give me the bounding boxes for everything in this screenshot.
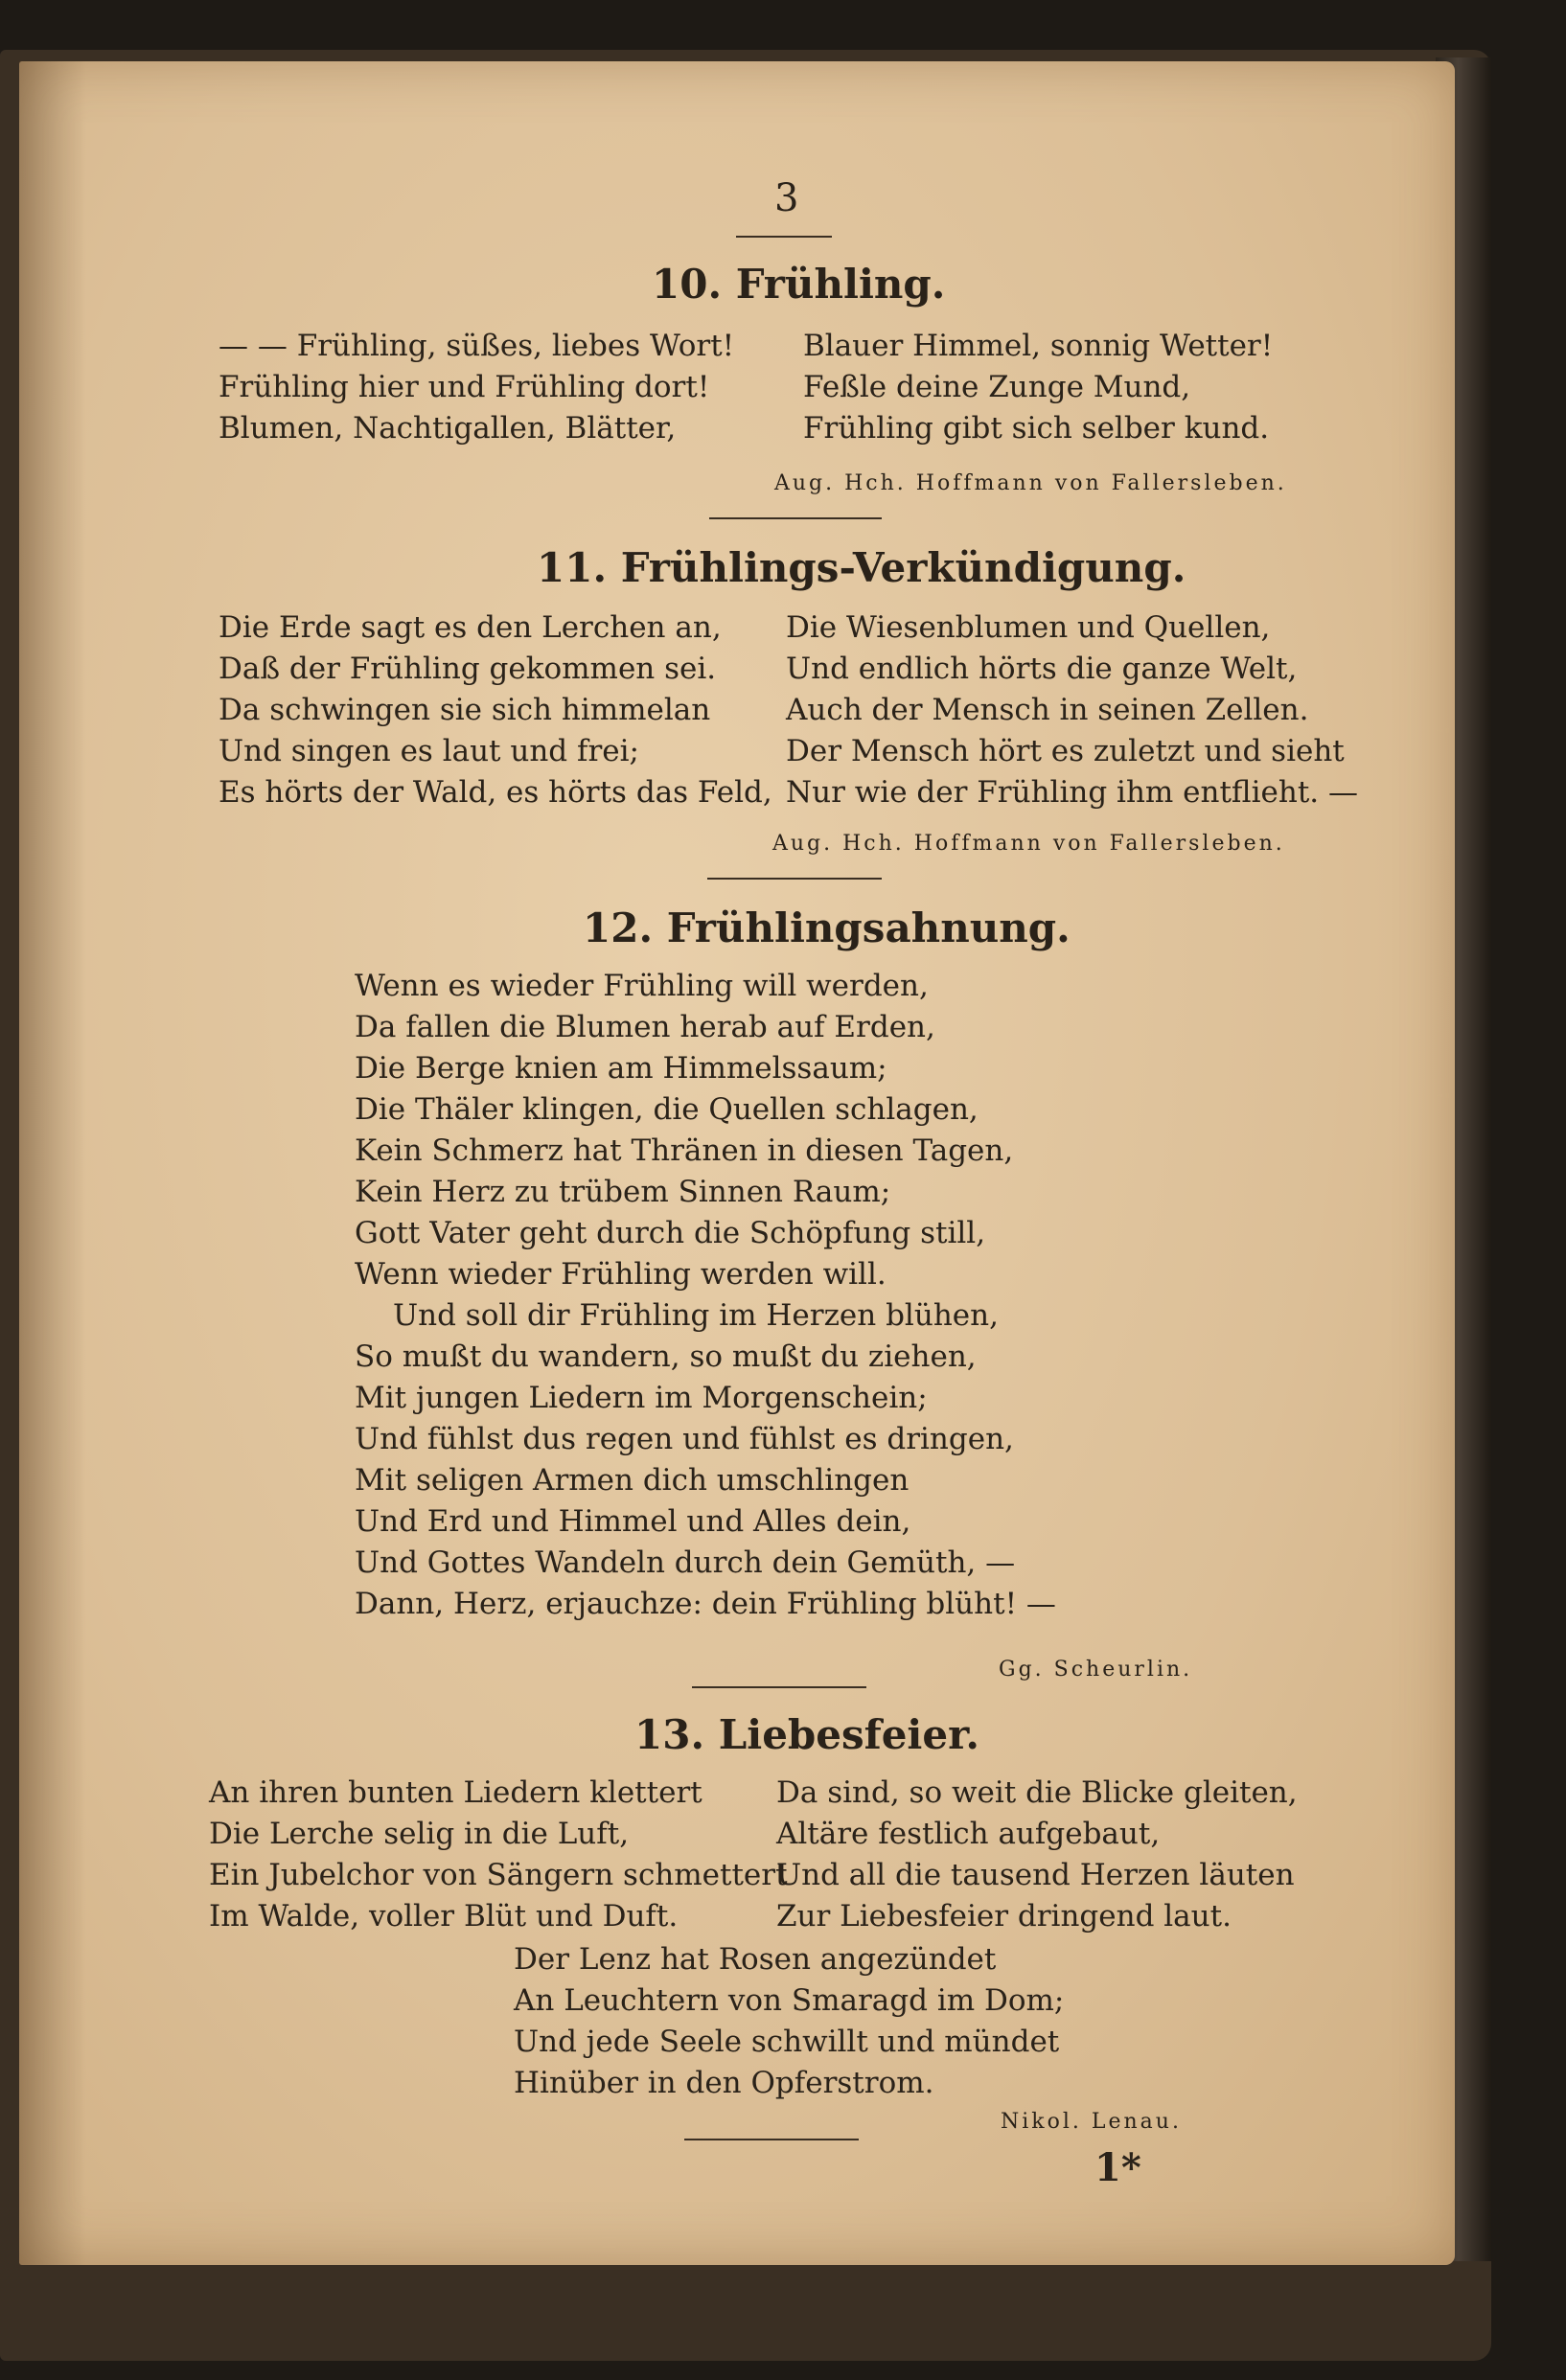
poem-line: Die Berge knien am Himmelssaum;	[355, 1051, 887, 1086]
poem-10-title: Frühling.	[735, 261, 946, 308]
poem-line: Und jede Seele schwillt und mündet	[514, 2025, 1060, 2059]
poem-12-title: Frühlingsahnung.	[666, 904, 1071, 951]
divider	[736, 236, 832, 238]
poem-line: Daß der Frühling gekommen sei.	[219, 652, 717, 686]
poem-13-heading	[634, 1711, 980, 1758]
poem-line: Frühling gibt sich selber kund.	[803, 411, 1270, 446]
poem-13-author: Nikol. Lenau.	[1001, 2110, 1182, 2134]
poem-line: So mußt du wandern, so mußt du ziehen,	[355, 1339, 977, 1374]
poem-11-author: Aug. Hch. Hoffmann von Fallersleben.	[772, 832, 1285, 856]
poem-line: Altäre festlich aufgebaut,	[776, 1817, 1161, 1851]
poem-line: Blumen, Nachtigallen, Blätter,	[219, 411, 677, 446]
poem-line: Und singen es laut und frei;	[219, 734, 639, 768]
poem-13-center-column	[514, 1939, 1064, 2104]
divider	[684, 2139, 859, 2140]
poem-line: Auch der Mensch in seinen Zellen.	[786, 693, 1309, 727]
poem-12-author: Gg. Scheurlin.	[999, 1658, 1193, 1682]
poem-line: Hinüber in den Opferstrom.	[514, 2066, 934, 2100]
divider	[692, 1686, 866, 1688]
poem-line: Die Wiesenblumen und Quellen,	[786, 610, 1271, 645]
page-gutter-shadow	[19, 61, 86, 2265]
poem-line: Mit seligen Armen dich umschlingen	[355, 1463, 910, 1498]
poem-line: Ein Jubelchor von Sängern schmettert	[209, 1858, 788, 1892]
poem-line: Da sind, so weit die Blicke gleiten,	[776, 1775, 1298, 1810]
divider	[709, 517, 882, 519]
poem-13-number: 13.	[634, 1711, 705, 1758]
poem-line: An ihren bunten Liedern klettert	[209, 1775, 702, 1810]
poem-11-heading	[537, 544, 1186, 591]
poem-line: Dann, Herz, erjauchze: dein Frühling blüht! —	[355, 1587, 1056, 1621]
poem-12-column	[355, 966, 1056, 1625]
poem-line: Und Gottes Wandeln durch dein Gemüth, —	[355, 1545, 1016, 1580]
poem-line: Wenn wieder Frühling werden will.	[355, 1257, 887, 1292]
poem-11-number: 11.	[537, 544, 608, 591]
poem-10-author: Aug. Hch. Hoffmann von Fallersleben.	[774, 471, 1287, 495]
poem-line: Kein Schmerz hat Thränen in diesen Tagen,	[355, 1133, 1014, 1168]
poem-line: Kein Herz zu trübem Sinnen Raum;	[355, 1175, 891, 1209]
page-number: 3	[774, 176, 799, 220]
poem-10-heading	[652, 261, 946, 308]
poem-line: Da fallen die Blumen herab auf Erden,	[355, 1010, 935, 1044]
poem-line: Und fühlst dus regen und fühlst es dringen,	[355, 1422, 1014, 1456]
poem-line: Es hörts der Wald, es hörts das Feld,	[219, 775, 772, 810]
poem-line: Die Lerche selig in die Luft,	[209, 1817, 630, 1851]
poem-line: Frühling hier und Frühling dort!	[219, 370, 710, 404]
poem-13-title: Liebesfeier.	[718, 1711, 980, 1758]
poem-line: Im Walde, voller Blüt und Duft.	[209, 1899, 679, 1934]
poem-line: Und all die tausend Herzen läuten	[776, 1858, 1295, 1892]
poem-line: Gott Vater geht durch die Schöpfung still,	[355, 1216, 986, 1250]
poem-line: Der Mensch hört es zuletzt und sieht	[786, 734, 1345, 768]
poem-13-right-column	[776, 1773, 1298, 1937]
poem-13-left-column	[209, 1773, 788, 1937]
poem-12-number: 12.	[583, 904, 654, 951]
poem-line: Der Lenz hat Rosen angezündet	[514, 1942, 997, 1977]
poem-line: Und soll dir Frühling im Herzen blühen,	[393, 1298, 999, 1333]
poem-10-number: 10.	[652, 261, 723, 308]
poem-line: Und Erd und Himmel und Alles dein,	[355, 1504, 911, 1539]
poem-line: Mit jungen Liedern im Morgenschein;	[355, 1381, 928, 1415]
poem-11-right-column	[786, 607, 1358, 813]
poem-line: Zur Liebesfeier dringend laut.	[776, 1899, 1232, 1934]
poem-line: Feßle deine Zunge Mund,	[803, 370, 1191, 404]
poem-line: — — Frühling, süßes, liebes Wort!	[219, 329, 735, 363]
poem-11-left-column	[219, 607, 772, 813]
poem-line: An Leuchtern von Smaragd im Dom;	[514, 1983, 1065, 2018]
poem-10-right-column	[803, 326, 1273, 449]
poem-11-title: Frühlings-Verkündigung.	[620, 544, 1186, 591]
poem-line: Da schwingen sie sich himmelan	[219, 693, 711, 727]
signature-mark: 1*	[1094, 2145, 1141, 2190]
poem-12-heading	[583, 904, 1071, 951]
poem-line: Blauer Himmel, sonnig Wetter!	[803, 329, 1274, 363]
poem-10-left-column	[219, 326, 734, 449]
poem-line: Nur wie der Frühling ihm entflieht. —	[786, 775, 1358, 810]
poem-line: Und endlich hörts die ganze Welt,	[786, 652, 1298, 686]
poem-line: Wenn es wieder Frühling will werden,	[355, 969, 929, 1003]
poem-line: Die Erde sagt es den Lerchen an,	[219, 610, 722, 645]
poem-line: Die Thäler klingen, die Quellen schlagen,	[355, 1092, 979, 1127]
divider	[707, 878, 882, 880]
